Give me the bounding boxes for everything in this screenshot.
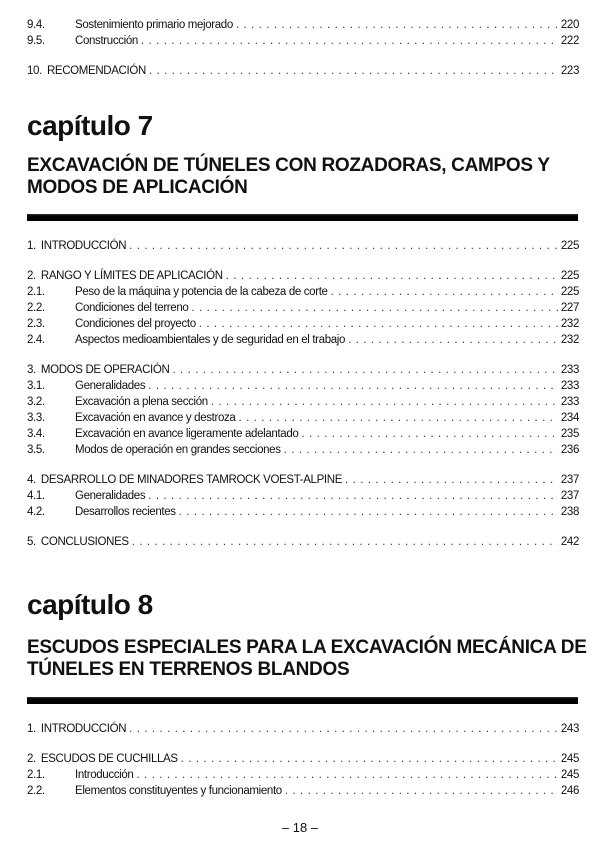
entry-page: 223 [560, 65, 579, 77]
entry-number: 4. [27, 474, 36, 486]
toc-entry[interactable] [27, 300, 579, 316]
dot-leader [284, 442, 558, 458]
entry-title: Condiciones del terreno [75, 302, 189, 314]
entry-title: RECOMENDACIÓN [46, 65, 146, 77]
toc-entry[interactable] [27, 378, 579, 394]
entry-page: 225 [560, 240, 579, 252]
entry-page: 234 [560, 412, 579, 424]
dot-leader [141, 33, 558, 49]
entry-title: Generalidades [75, 490, 146, 502]
entry-number: 1. [27, 723, 36, 735]
page-number: – 18 – [281, 820, 319, 835]
entry-number: 2.4. [27, 334, 45, 346]
entry-title: Excavación en avance y destroza [75, 412, 236, 424]
entry-page: 238 [560, 506, 579, 518]
entry-page: 236 [560, 444, 579, 456]
entry-title: Condiciones del proyecto [75, 318, 196, 330]
dot-leader [348, 332, 558, 348]
entry-number: 3.3. [27, 412, 45, 424]
dot-leader [129, 238, 558, 254]
toc-entry[interactable] [27, 721, 579, 737]
entry-title: Elementos constituyentes y funcionamiento [75, 785, 282, 797]
entry-page: 233 [560, 364, 579, 376]
chapter-8-title-line2: TÚNELES EN TERRENOS BLANDOS [27, 659, 350, 680]
chapter-7-divider [27, 214, 578, 221]
entry-title: Excavación en avance ligeramente adelantado [75, 428, 299, 440]
toc-chapter-8 [27, 721, 579, 799]
toc-entry[interactable] [27, 442, 579, 458]
chapter-7-title [27, 155, 587, 199]
toc-entry[interactable] [27, 33, 579, 49]
dot-leader [238, 410, 557, 426]
toc-entry[interactable] [27, 504, 579, 520]
dot-leader [285, 783, 558, 799]
dot-leader [148, 488, 558, 504]
dot-leader [129, 721, 558, 737]
toc-entry[interactable] [27, 17, 579, 33]
entry-number: 9.5. [27, 35, 45, 47]
entry-number: 4.1. [27, 490, 45, 502]
dot-leader [191, 300, 557, 316]
entry-title: MODOS DE OPERACIÓN [40, 364, 170, 376]
entry-number: 3.5. [27, 444, 45, 456]
entry-page: 237 [560, 474, 579, 486]
entry-page: 222 [560, 35, 579, 47]
dot-leader [149, 63, 558, 79]
entry-title: Desarrollos recientes [75, 506, 176, 518]
entry-title: RANGO Y LÍMITES DE APLICACIÓN [40, 270, 223, 282]
toc-previous-chapter [27, 17, 579, 79]
chapter-8-divider [27, 697, 578, 704]
entry-number: 2.1. [27, 286, 45, 298]
entry-title: INTRODUCCIÓN [40, 240, 127, 252]
toc-entry[interactable] [27, 268, 579, 284]
entry-number: 10. [27, 65, 42, 77]
chapter-8-title-line1: ESCUDOS ESPECIALES PARA LA EXCAVACIÓN MECÁNICA DE [27, 637, 587, 658]
entry-title: Introducción [75, 769, 134, 781]
entry-page: 243 [560, 723, 579, 735]
toc-entry[interactable] [27, 362, 579, 378]
entry-title: Sostenimiento primario mejorado [75, 19, 233, 31]
entry-title: Generalidades [75, 380, 146, 392]
toc-entry[interactable] [27, 410, 579, 426]
toc-entry[interactable] [27, 767, 579, 783]
entry-page: 246 [560, 785, 579, 797]
dot-leader [179, 504, 558, 520]
entry-number: 5. [27, 536, 36, 548]
entry-number: 2.2. [27, 785, 45, 797]
toc-entry[interactable] [27, 332, 579, 348]
entry-page: 232 [560, 334, 579, 346]
entry-title: ESCUDOS DE CUCHILLAS [40, 753, 178, 765]
dot-leader [136, 767, 557, 783]
toc-chapter-7 [27, 238, 579, 550]
chapter-8-title [27, 637, 587, 681]
toc-entry[interactable] [27, 316, 579, 332]
toc-entry[interactable] [27, 751, 579, 767]
dot-leader [172, 362, 557, 378]
entry-number: 2. [27, 753, 36, 765]
entry-title: DESARROLLO DE MINADORES TAMROCK VOEST-ALPINE [40, 474, 343, 486]
entry-number: 3.4. [27, 428, 45, 440]
entry-title: Construcción [75, 35, 138, 47]
entry-page: 227 [560, 302, 579, 314]
entry-page: 220 [560, 19, 579, 31]
toc-entry[interactable] [27, 63, 579, 79]
entry-number: 3. [27, 364, 36, 376]
dot-leader [148, 378, 558, 394]
entry-title: Peso de la máquina y potencia de la cabeza de corte [75, 286, 328, 298]
entry-number: 4.2. [27, 506, 45, 518]
dot-leader [345, 472, 558, 488]
entry-number: 3.1. [27, 380, 45, 392]
dot-leader [331, 284, 558, 300]
toc-entry[interactable] [27, 783, 579, 799]
entry-title: Modos de operación en grandes secciones [75, 444, 281, 456]
entry-page: 245 [560, 769, 579, 781]
entry-number: 2. [27, 270, 36, 282]
entry-page: 225 [560, 286, 579, 298]
chapter-7-title-line1: EXCAVACIÓN DE TÚNELES CON ROZADORAS, CAMPOS Y [27, 155, 550, 176]
entry-page: 233 [560, 380, 579, 392]
toc-entry[interactable] [27, 534, 579, 550]
entry-title: INTRODUCCIÓN [40, 723, 127, 735]
toc-entry[interactable] [27, 472, 579, 488]
entry-page: 225 [560, 270, 579, 282]
toc-entry[interactable] [27, 238, 579, 254]
dot-leader [132, 534, 558, 550]
toc-entry[interactable] [27, 488, 579, 504]
entry-number: 2.2. [27, 302, 45, 314]
chapter-7-label: capítulo 7 [27, 110, 153, 141]
toc-entry[interactable] [27, 426, 579, 442]
entry-page: 233 [560, 396, 579, 408]
entry-page: 235 [560, 428, 579, 440]
entry-number: 1. [27, 240, 36, 252]
dot-leader [226, 268, 558, 284]
entry-title: CONCLUSIONES [40, 536, 129, 548]
dot-leader [211, 394, 558, 410]
entry-number: 2.1. [27, 769, 45, 781]
toc-entry[interactable] [27, 284, 579, 300]
entry-number: 3.2. [27, 396, 45, 408]
entry-title: Aspectos medioambientales y de seguridad en el trabajo [75, 334, 346, 346]
dot-leader [199, 316, 558, 332]
dot-leader [236, 17, 558, 33]
entry-page: 232 [560, 318, 579, 330]
entry-number: 2.3. [27, 318, 45, 330]
entry-page: 242 [560, 536, 579, 548]
toc-entry[interactable] [27, 394, 579, 410]
chapter-7-title-line2: MODOS DE APLICACIÓN [27, 177, 248, 198]
entry-title: Excavación a plena sección [75, 396, 208, 408]
entry-page: 245 [560, 753, 579, 765]
dot-leader [181, 751, 558, 767]
chapter-8-label: capítulo 8 [27, 589, 153, 620]
entry-page: 237 [560, 490, 579, 502]
entry-number: 9.4. [27, 19, 45, 31]
dot-leader [301, 426, 557, 442]
